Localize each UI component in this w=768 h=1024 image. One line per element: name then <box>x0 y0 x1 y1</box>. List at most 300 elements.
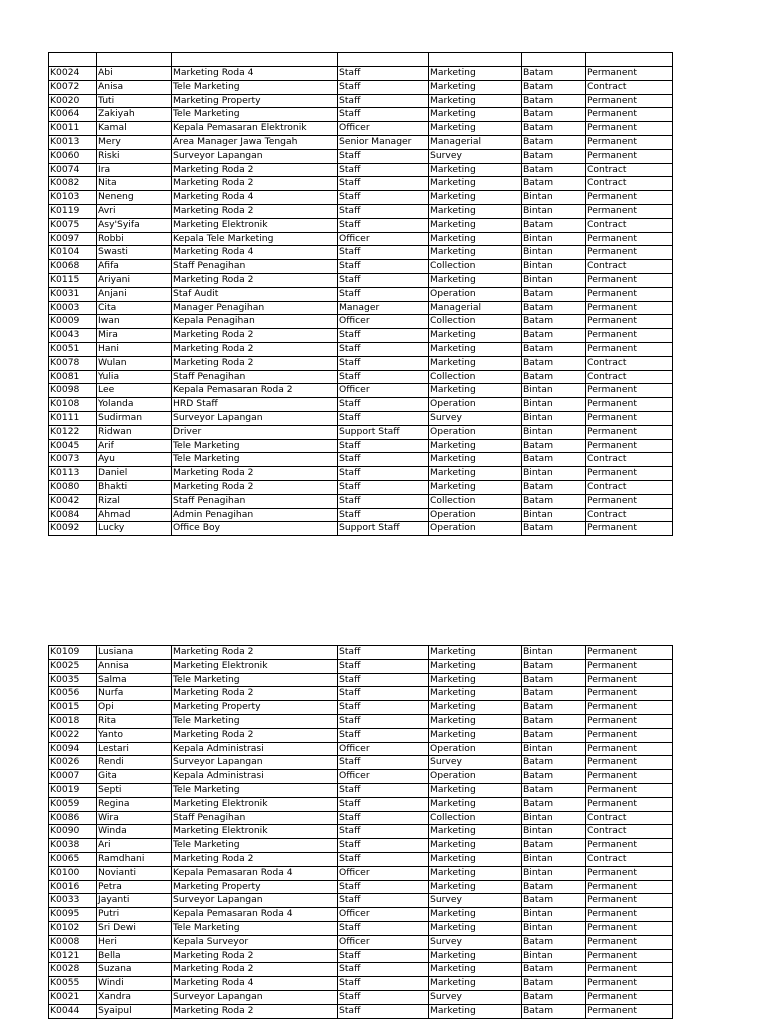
table-row <box>49 232 673 246</box>
table-row <box>49 880 673 894</box>
location-cell: Bintan <box>522 273 586 287</box>
status-cell: Contract <box>586 453 673 467</box>
location-cell: Batam <box>522 80 586 94</box>
table-row <box>49 894 673 908</box>
table-row <box>49 687 673 701</box>
status-cell: Contract <box>586 852 673 866</box>
location-cell: Bintan <box>522 204 586 218</box>
location-cell: Batam <box>522 135 586 149</box>
name-cell: Zakiyah <box>97 108 172 122</box>
location-cell: Batam <box>522 701 586 715</box>
status-cell: Permanent <box>586 301 673 315</box>
table-row <box>49 135 673 149</box>
table-row <box>49 673 673 687</box>
status-cell: Permanent <box>586 108 673 122</box>
table-row <box>49 301 673 315</box>
position-cell: Marketing Roda 2 <box>172 204 338 218</box>
employee-id-cell: K0075 <box>49 218 97 232</box>
position-cell: Marketing Roda 2 <box>172 963 338 977</box>
level-cell: Staff <box>338 673 429 687</box>
department-cell: Marketing <box>429 852 522 866</box>
header-row-empty <box>49 53 673 67</box>
location-cell: Bintan <box>522 908 586 922</box>
level-cell: Staff <box>338 370 429 384</box>
location-cell: Batam <box>522 329 586 343</box>
level-cell: Staff <box>338 177 429 191</box>
department-cell: Marketing <box>429 204 522 218</box>
status-cell: Permanent <box>586 908 673 922</box>
level-cell: Staff <box>338 329 429 343</box>
status-cell: Permanent <box>586 467 673 481</box>
table-row <box>49 80 673 94</box>
employee-id-cell: K0020 <box>49 94 97 108</box>
employee-id-cell: K0013 <box>49 135 97 149</box>
level-cell: Officer <box>338 384 429 398</box>
position-cell: Marketing Elektronik <box>172 218 338 232</box>
employee-id-cell: K0045 <box>49 439 97 453</box>
name-cell: Petra <box>97 880 172 894</box>
department-cell: Operation <box>429 522 522 536</box>
name-cell: Iwan <box>97 315 172 329</box>
table-row <box>49 963 673 977</box>
employee-id-cell: K0043 <box>49 329 97 343</box>
position-cell: HRD Staff <box>172 398 338 412</box>
name-cell: Winda <box>97 825 172 839</box>
name-cell: Ari <box>97 839 172 853</box>
location-cell: Bintan <box>522 646 586 660</box>
department-cell: Marketing <box>429 949 522 963</box>
position-cell: Surveyor Lapangan <box>172 756 338 770</box>
employee-id-cell: K0113 <box>49 467 97 481</box>
level-cell: Officer <box>338 770 429 784</box>
position-cell: Marketing Roda 2 <box>172 273 338 287</box>
status-cell: Permanent <box>586 977 673 991</box>
level-cell: Staff <box>338 687 429 701</box>
position-cell: Tele Marketing <box>172 783 338 797</box>
table-row <box>49 149 673 163</box>
level-cell: Staff <box>338 728 429 742</box>
header-cell <box>97 53 172 67</box>
level-cell: Staff <box>338 783 429 797</box>
table-row <box>49 177 673 191</box>
status-cell: Permanent <box>586 246 673 260</box>
name-cell: Salma <box>97 673 172 687</box>
level-cell: Staff <box>338 149 429 163</box>
location-cell: Batam <box>522 453 586 467</box>
table-row <box>49 163 673 177</box>
status-cell: Contract <box>586 480 673 494</box>
status-cell: Permanent <box>586 122 673 136</box>
department-cell: Marketing <box>429 921 522 935</box>
status-cell: Permanent <box>586 714 673 728</box>
location-cell: Batam <box>522 963 586 977</box>
employee-id-cell: K0016 <box>49 880 97 894</box>
name-cell: Sudirman <box>97 411 172 425</box>
position-cell: Marketing Roda 2 <box>172 329 338 343</box>
department-cell: Survey <box>429 411 522 425</box>
position-cell: Marketing Roda 2 <box>172 949 338 963</box>
name-cell: Nurfa <box>97 687 172 701</box>
department-cell: Marketing <box>429 94 522 108</box>
location-cell: Batam <box>522 1004 586 1018</box>
table-row <box>49 990 673 1004</box>
table-row <box>49 949 673 963</box>
level-cell: Staff <box>338 480 429 494</box>
location-cell: Batam <box>522 480 586 494</box>
location-cell: Bintan <box>522 811 586 825</box>
level-cell: Staff <box>338 246 429 260</box>
status-cell: Contract <box>586 218 673 232</box>
name-cell: Syaipul <box>97 1004 172 1018</box>
department-cell: Marketing <box>429 646 522 660</box>
department-cell: Operation <box>429 770 522 784</box>
name-cell: Ira <box>97 163 172 177</box>
location-cell: Batam <box>522 149 586 163</box>
position-cell: Tele Marketing <box>172 921 338 935</box>
employee-id-cell: K0018 <box>49 714 97 728</box>
department-cell: Operation <box>429 508 522 522</box>
level-cell: Staff <box>338 439 429 453</box>
department-cell: Marketing <box>429 232 522 246</box>
employee-id-cell: K0119 <box>49 204 97 218</box>
department-cell: Collection <box>429 494 522 508</box>
name-cell: Lee <box>97 384 172 398</box>
position-cell: Marketing Roda 2 <box>172 163 338 177</box>
employee-id-cell: K0082 <box>49 177 97 191</box>
department-cell: Marketing <box>429 866 522 880</box>
location-cell: Batam <box>522 494 586 508</box>
level-cell: Staff <box>338 1004 429 1018</box>
position-cell: Tele Marketing <box>172 108 338 122</box>
table-row <box>49 839 673 853</box>
department-cell: Marketing <box>429 122 522 136</box>
name-cell: Bella <box>97 949 172 963</box>
name-cell: Novianti <box>97 866 172 880</box>
header-cell <box>338 53 429 67</box>
position-cell: Staff Penagihan <box>172 811 338 825</box>
location-cell: Batam <box>522 935 586 949</box>
position-cell: Marketing Roda 2 <box>172 177 338 191</box>
level-cell: Staff <box>338 356 429 370</box>
employee-id-cell: K0055 <box>49 977 97 991</box>
position-cell: Staf Audit <box>172 287 338 301</box>
employee-table-1 <box>48 52 673 536</box>
position-cell: Marketing Roda 2 <box>172 646 338 660</box>
level-cell: Staff <box>338 963 429 977</box>
table-row <box>49 508 673 522</box>
position-cell: Marketing Roda 2 <box>172 467 338 481</box>
employee-id-cell: K0021 <box>49 990 97 1004</box>
table-1-body <box>49 53 673 536</box>
department-cell: Marketing <box>429 783 522 797</box>
status-cell: Permanent <box>586 411 673 425</box>
table-row <box>49 439 673 453</box>
status-cell: Permanent <box>586 329 673 343</box>
name-cell: Robbi <box>97 232 172 246</box>
table-row <box>49 246 673 260</box>
position-cell: Marketing Roda 4 <box>172 191 338 205</box>
level-cell: Staff <box>338 163 429 177</box>
status-cell: Permanent <box>586 494 673 508</box>
status-cell: Contract <box>586 370 673 384</box>
department-cell: Marketing <box>429 163 522 177</box>
position-cell: Marketing Roda 4 <box>172 67 338 81</box>
table-row <box>49 218 673 232</box>
table-row <box>49 453 673 467</box>
location-cell: Bintan <box>522 467 586 481</box>
employee-id-cell: K0011 <box>49 122 97 136</box>
position-cell: Marketing Roda 2 <box>172 687 338 701</box>
position-cell: Kepala Administrasi <box>172 770 338 784</box>
employee-id-cell: K0042 <box>49 494 97 508</box>
name-cell: Arif <box>97 439 172 453</box>
employee-id-cell: K0081 <box>49 370 97 384</box>
department-cell: Marketing <box>429 439 522 453</box>
table-row <box>49 646 673 660</box>
level-cell: Support Staff <box>338 522 429 536</box>
position-cell: Marketing Roda 4 <box>172 977 338 991</box>
table-row <box>49 783 673 797</box>
status-cell: Contract <box>586 80 673 94</box>
table-row <box>49 329 673 343</box>
table-row <box>49 398 673 412</box>
table-row <box>49 67 673 81</box>
department-cell: Marketing <box>429 329 522 343</box>
location-cell: Batam <box>522 797 586 811</box>
employee-id-cell: K0007 <box>49 770 97 784</box>
location-cell: Batam <box>522 439 586 453</box>
department-cell: Marketing <box>429 453 522 467</box>
employee-id-cell: K0115 <box>49 273 97 287</box>
location-cell: Batam <box>522 990 586 1004</box>
name-cell: Ramdhani <box>97 852 172 866</box>
location-cell: Batam <box>522 687 586 701</box>
status-cell: Permanent <box>586 1004 673 1018</box>
position-cell: Marketing Roda 2 <box>172 480 338 494</box>
table-row <box>49 370 673 384</box>
table-row <box>49 935 673 949</box>
department-cell: Marketing <box>429 356 522 370</box>
name-cell: Gita <box>97 770 172 784</box>
level-cell: Staff <box>338 273 429 287</box>
location-cell: Batam <box>522 894 586 908</box>
table-row <box>49 425 673 439</box>
department-cell: Marketing <box>429 191 522 205</box>
employee-id-cell: K0044 <box>49 1004 97 1018</box>
table-row <box>49 522 673 536</box>
employee-id-cell: K0068 <box>49 260 97 274</box>
department-cell: Collection <box>429 811 522 825</box>
department-cell: Marketing <box>429 342 522 356</box>
location-cell: Bintan <box>522 246 586 260</box>
header-cell <box>49 53 97 67</box>
position-cell: Kepala Pemasaran Elektronik <box>172 122 338 136</box>
employee-id-cell: K0031 <box>49 287 97 301</box>
name-cell: Yanto <box>97 728 172 742</box>
position-cell: Tele Marketing <box>172 714 338 728</box>
position-cell: Kepala Pemasaran Roda 4 <box>172 866 338 880</box>
employee-id-cell: K0074 <box>49 163 97 177</box>
level-cell: Staff <box>338 977 429 991</box>
status-cell: Permanent <box>586 783 673 797</box>
department-cell: Marketing <box>429 384 522 398</box>
name-cell: Rita <box>97 714 172 728</box>
name-cell: Jayanti <box>97 894 172 908</box>
employee-id-cell: K0122 <box>49 425 97 439</box>
status-cell: Contract <box>586 163 673 177</box>
position-cell: Surveyor Lapangan <box>172 990 338 1004</box>
status-cell: Permanent <box>586 439 673 453</box>
level-cell: Staff <box>338 659 429 673</box>
employee-id-cell: K0038 <box>49 839 97 853</box>
position-cell: Marketing Elektronik <box>172 825 338 839</box>
department-cell: Marketing <box>429 80 522 94</box>
department-cell: Operation <box>429 398 522 412</box>
location-cell: Bintan <box>522 949 586 963</box>
level-cell: Staff <box>338 191 429 205</box>
department-cell: Marketing <box>429 825 522 839</box>
employee-id-cell: K0009 <box>49 315 97 329</box>
name-cell: Tuti <box>97 94 172 108</box>
location-cell: Bintan <box>522 232 586 246</box>
level-cell: Staff <box>338 260 429 274</box>
level-cell: Manager <box>338 301 429 315</box>
status-cell: Permanent <box>586 232 673 246</box>
location-cell: Bintan <box>522 425 586 439</box>
status-cell: Permanent <box>586 673 673 687</box>
name-cell: Ariyani <box>97 273 172 287</box>
department-cell: Marketing <box>429 963 522 977</box>
employee-id-cell: K0022 <box>49 728 97 742</box>
department-cell: Marketing <box>429 714 522 728</box>
header-cell <box>172 53 338 67</box>
employee-id-cell: K0111 <box>49 411 97 425</box>
location-cell: Batam <box>522 287 586 301</box>
name-cell: Neneng <box>97 191 172 205</box>
position-cell: Driver <box>172 425 338 439</box>
location-cell: Batam <box>522 522 586 536</box>
status-cell: Permanent <box>586 894 673 908</box>
position-cell: Tele Marketing <box>172 453 338 467</box>
employee-id-cell: K0008 <box>49 935 97 949</box>
status-cell: Contract <box>586 356 673 370</box>
position-cell: Marketing Elektronik <box>172 797 338 811</box>
status-cell: Permanent <box>586 742 673 756</box>
department-cell: Marketing <box>429 687 522 701</box>
table-row <box>49 701 673 715</box>
level-cell: Staff <box>338 949 429 963</box>
employee-id-cell: K0090 <box>49 825 97 839</box>
status-cell: Permanent <box>586 963 673 977</box>
employee-id-cell: K0109 <box>49 646 97 660</box>
employee-id-cell: K0056 <box>49 687 97 701</box>
header-cell <box>522 53 586 67</box>
employee-id-cell: K0103 <box>49 191 97 205</box>
level-cell: Staff <box>338 797 429 811</box>
level-cell: Staff <box>338 94 429 108</box>
level-cell: Staff <box>338 701 429 715</box>
name-cell: Suzana <box>97 963 172 977</box>
position-cell: Manager Penagihan <box>172 301 338 315</box>
location-cell: Batam <box>522 108 586 122</box>
status-cell: Permanent <box>586 701 673 715</box>
name-cell: Anisa <box>97 80 172 94</box>
location-cell: Batam <box>522 659 586 673</box>
status-cell: Permanent <box>586 425 673 439</box>
level-cell: Officer <box>338 122 429 136</box>
department-cell: Marketing <box>429 480 522 494</box>
employee-id-cell: K0095 <box>49 908 97 922</box>
name-cell: Bhakti <box>97 480 172 494</box>
employee-id-cell: K0086 <box>49 811 97 825</box>
employee-id-cell: K0026 <box>49 756 97 770</box>
status-cell: Permanent <box>586 880 673 894</box>
location-cell: Bintan <box>522 398 586 412</box>
level-cell: Staff <box>338 204 429 218</box>
department-cell: Marketing <box>429 880 522 894</box>
status-cell: Contract <box>586 825 673 839</box>
location-cell: Bintan <box>522 384 586 398</box>
table-row <box>49 204 673 218</box>
table-row <box>49 480 673 494</box>
level-cell: Staff <box>338 218 429 232</box>
department-cell: Marketing <box>429 797 522 811</box>
location-cell: Batam <box>522 356 586 370</box>
name-cell: Xandra <box>97 990 172 1004</box>
department-cell: Marketing <box>429 839 522 853</box>
location-cell: Batam <box>522 839 586 853</box>
location-cell: Bintan <box>522 260 586 274</box>
position-cell: Marketing Property <box>172 94 338 108</box>
level-cell: Staff <box>338 80 429 94</box>
name-cell: Yulia <box>97 370 172 384</box>
status-cell: Contract <box>586 811 673 825</box>
position-cell: Admin Penagihan <box>172 508 338 522</box>
name-cell: Ridwan <box>97 425 172 439</box>
employee-id-cell: K0064 <box>49 108 97 122</box>
department-cell: Marketing <box>429 908 522 922</box>
position-cell: Marketing Roda 2 <box>172 728 338 742</box>
name-cell: Lucky <box>97 522 172 536</box>
name-cell: Avri <box>97 204 172 218</box>
level-cell: Staff <box>338 825 429 839</box>
department-cell: Marketing <box>429 659 522 673</box>
department-cell: Marketing <box>429 246 522 260</box>
level-cell: Officer <box>338 908 429 922</box>
status-cell: Permanent <box>586 384 673 398</box>
table-row <box>49 1004 673 1018</box>
position-cell: Staff Penagihan <box>172 494 338 508</box>
employee-id-cell: K0035 <box>49 673 97 687</box>
header-cell <box>429 53 522 67</box>
employee-id-cell: K0078 <box>49 356 97 370</box>
employee-id-cell: K0108 <box>49 398 97 412</box>
name-cell: Kamal <box>97 122 172 136</box>
status-cell: Permanent <box>586 273 673 287</box>
name-cell: Ahmad <box>97 508 172 522</box>
level-cell: Officer <box>338 232 429 246</box>
table-row <box>49 811 673 825</box>
name-cell: Rendi <box>97 756 172 770</box>
department-cell: Marketing <box>429 1004 522 1018</box>
level-cell: Officer <box>338 742 429 756</box>
level-cell: Staff <box>338 756 429 770</box>
location-cell: Batam <box>522 370 586 384</box>
department-cell: Collection <box>429 315 522 329</box>
location-cell: Batam <box>522 163 586 177</box>
level-cell: Staff <box>338 398 429 412</box>
department-cell: Marketing <box>429 673 522 687</box>
